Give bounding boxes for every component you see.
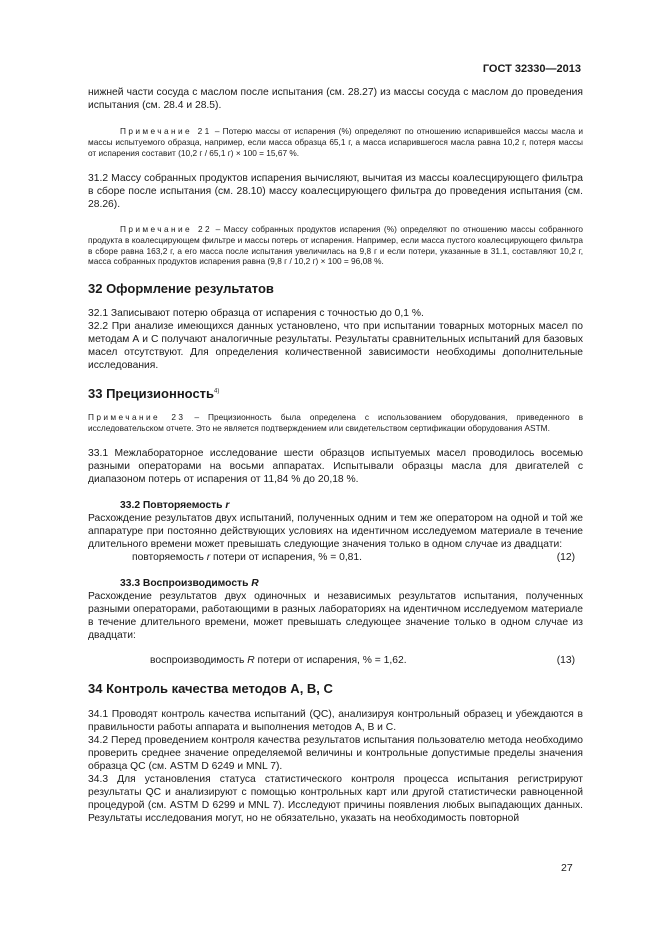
subsection-33-3-title: 33.3 Воспроизводимость: [120, 578, 249, 590]
reproducibility-symbol: R: [251, 578, 259, 590]
paragraph-31-2: 31.2 Массу собранных продуктов испарения вычисляют, вычитая из массы коалесцирующего фильтра в сборе после испытания (см. 28.10) массу коалесцирующего фильтра до проведения испытания (см. 28.26).: [88, 172, 583, 210]
formula-12-text: [132, 551, 362, 564]
section-34-heading: 34 Контроль качества методов А, В, С: [88, 681, 333, 697]
paragraph-32-1: 32.1 Записывают потерю образца от испарения с точностью до 0,1 %.: [88, 308, 424, 320]
repeatability-symbol: r: [225, 500, 230, 512]
section-33-heading: [88, 386, 583, 401]
section-32-heading: 32 Оформление результатов: [88, 281, 274, 297]
note-22-text: – Массу собранных продуктов испарения (%) определяют по отношению массы собранного продукта в коалесцирующем фильтре и массы потерь от испарения. Например, если масса пустого коалесцирующего фильтра в сборе равна 163,2 г, а его масса после испытания увеличилась на 9,8 г и если потери, указанные в 31.1, составляют 10,2 г, масса собранных продуктов испарения равна (9,8 г / 10,2 г) × 100 = 96,08 %.: [88, 223, 584, 267]
note-22-label: Примечание 22: [120, 223, 213, 234]
formula-12-post: потери от испарения, % = 0,81.: [210, 552, 362, 564]
note-21-text: – Потерю массы от испарения (%) определяют по отношению испарившейся массы масла и массы испытуемого образца, например, если масса образца 65,1 г, а масса испарившегося масла равна 10,2 г, потеря массы от испарения составит (10,2 г / 65,1 г) × 100 = 15,67 %.: [88, 126, 583, 158]
paragraph-32-2: 32.2 При анализе имеющихся данных установлено, что при испытании товарных моторных масел по методам А и С получают аналогичные результаты. Результаты сравнительных испытаний для базовых масел отсутствуют. Для определения количественной зависимости необходимы дополнительные исследования.: [88, 321, 583, 372]
paragraph-33-3: Расхождение результатов двух одиночных и независимых результатов испытания, полученных разными операторами, работающими в разных лабораториях на идентичном исследуемом материале в течение длительного времени, может превышать следующее значение только в одном случае из двадцати:: [88, 591, 583, 642]
formula-13-post: потери от испарения, % = 1,62.: [254, 655, 407, 667]
note-21: [88, 126, 583, 159]
subsection-33-2-title: 33.2 Повторяемость: [120, 500, 223, 512]
note-23: [88, 412, 583, 434]
formula-13-text: [150, 654, 407, 667]
note-23-label: Примечание 23: [88, 412, 186, 423]
formula-13-number: (13): [556, 655, 575, 667]
page-number: 27: [561, 862, 573, 874]
paragraph-34-1: 34.1 Проводят контроль качества испытаний (QC), анализируя контрольный образец и убеждаются в правильности работы аппарата и выполнения методов А, В и С.: [88, 709, 583, 734]
formula-13: [88, 654, 583, 667]
note-23-text: – Прецизионность была определена с использованием оборудования, приведенного в исследовательском отчете. Это не является подтверждением или свидетельством сертификации оборудования ASTM.: [88, 412, 583, 434]
formula-12-symbol: r: [206, 552, 211, 564]
paragraph-33-1: 33.1 Межлабораторное исследование шести образцов испытуемых масел проводилось восемью разными операторами на восьми аппаратах. Испытывали образцы масла для двигателей с диапазоном потерь от испарения от 11,84 % до 20,18 %.: [88, 448, 583, 486]
formula-12-number: (12): [556, 552, 575, 564]
formula-12: [88, 551, 583, 564]
page-content: [88, 86, 583, 825]
subsection-33-2-heading: [88, 499, 583, 512]
footnote-ref: 4): [214, 389, 220, 396]
paragraph-continuation: нижней части сосуда с маслом после испытания (см. 28.27) из массы сосуда с маслом до проведения испытания (см. 28.4 и 28.5).: [88, 87, 583, 111]
note-21-label: Примечание 21: [120, 126, 212, 136]
section-33-title: 33 Прецизионность: [88, 386, 215, 402]
formula-13-pre: воспроизводимость: [150, 655, 248, 667]
formula-13-symbol: R: [247, 655, 255, 667]
document-header: ГОСТ 32330—2013: [482, 63, 581, 75]
formula-12-pre: повторяемость: [132, 552, 207, 564]
paragraph-34-3: 34.3 Для установления статуса статистического контроля процесса испытания регистрируют результаты QC и анализируют с помощью контрольных карт или другой статистически равноценной процедурой (см. ASTM D 6299 и MNL 7). Исследуют причины появления любых выпадающих данных. Результаты исследования могут, но не обязательно, указать на необходимость повторной: [88, 774, 583, 825]
paragraph-34-2: 34.2 Перед проведением контроля качества результатов испытания пользователю метода необходимо проверить среднее значение определяемой величины и контрольные допустимые пределы значения образца QC (см. ASTM D 6249 и MNL 7).: [88, 735, 583, 773]
note-22: [88, 224, 583, 268]
paragraph-33-2: Расхождение результатов двух испытаний, полученных одним и тем же оператором на одной и той же аппаратуре при постоянно действующих условиях на идентичном исследуемом материале в течение длительного времени может превышать следующие значения только в одном случае из двадцати:: [88, 513, 583, 551]
subsection-33-3-heading: [88, 577, 583, 590]
